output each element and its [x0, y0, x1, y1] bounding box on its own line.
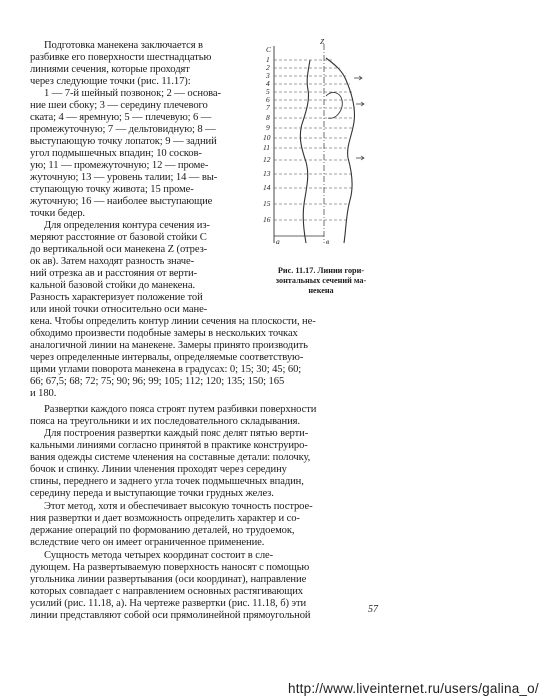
caption-line: некена [308, 286, 334, 295]
text-line: 66; 67,5; 68; 72; 75; 90; 96; 99; 105; 112; 120; 135; 150; 165 [30, 376, 285, 387]
text-line: линии представляют собой оси прямолинейной прямоугольной [30, 610, 311, 621]
text-line: середину переда и выступающие точки грудных желез. [30, 488, 274, 499]
text-line: до вертикальной оси манекена Z (отрез- [30, 244, 208, 255]
caption-line: зонтальных сечений ма- [275, 276, 367, 285]
text-line: через определенные интервалы, определяемые соответствую- [30, 352, 304, 363]
text-line: ступающую точку живота; 15 проме- [30, 184, 194, 195]
label-15: 15 [263, 199, 271, 208]
label-4: 4 [266, 79, 270, 88]
text-line: через следующие точки (рис. 11.17): [30, 76, 191, 87]
section-lines [274, 60, 355, 220]
figure-caption [266, 266, 376, 296]
text-line: ую; 11 — промежуточную; 12 — проме- [30, 160, 209, 171]
text-line: угол подмышечных впадин; 10 сосков- [30, 148, 202, 159]
text-line: держание операций по формованию деталей, но трудоемок, [30, 525, 295, 536]
text-line: дующем. На развертываемую поверхность наносят с помощью [30, 562, 310, 573]
text-line: Этот метод, хотя и обеспечивает высокую точность построе- [44, 501, 313, 512]
text-line: разбивке его поверхности шестнадцатью [30, 52, 212, 63]
text-line: Разность характеризует положение той [30, 292, 203, 303]
arrows [354, 76, 364, 160]
text-line: ок ав). Затем находят разность значе- [30, 256, 195, 267]
text-line: или иной точки относительно оси мане- [30, 304, 208, 315]
text-line: угольника линии развертывания (оси координат), направление [30, 574, 307, 585]
label-2: 2 [266, 63, 270, 72]
text-line: Сущность метода четырех координат состоит в сле- [44, 550, 274, 561]
label-c: C [266, 45, 272, 54]
label-13: 13 [263, 169, 271, 178]
text-line: жуточную; 13 — уровень талии; 14 — вы- [30, 172, 218, 183]
text-line: обходимо произвести подобные замеры в нескольких точках [30, 328, 298, 339]
label-8: 8 [266, 113, 270, 122]
label-10: 10 [263, 133, 271, 142]
text-line: ската; 4 — яремную; 5 — плечевую; 6 — [30, 112, 212, 123]
text-line: кальной базовой стойки до манекена. [30, 280, 196, 291]
label-16: 16 [263, 215, 271, 224]
text-line: Для построения развертки каждый пояс делят пятью верти- [44, 428, 309, 439]
label-7: 7 [266, 103, 270, 112]
text-line: точки бедер. [30, 208, 85, 219]
text-line: меряют расстояние от базовой стойки C [30, 232, 207, 243]
text-line: промежуточную; 7 — дельтовидную; 8 — [30, 124, 216, 135]
label-11: 11 [263, 143, 270, 152]
text-line: кена. Чтобы определить контур линии сечения на плоскости, не- [30, 316, 316, 327]
text-line: ния развертки и дает возможность определить характер и со- [30, 513, 300, 524]
label-3: 3 [266, 71, 270, 80]
text-line: ние шеи сбоку; 3 — середину плечевого [30, 100, 208, 111]
text-line: 1 — 7-й шейный позвонок; 2 — основа- [44, 88, 221, 99]
label-12: 12 [263, 155, 271, 164]
label-5: 5 [266, 87, 270, 96]
text-line: ний отрезка ав и расстояния от верти- [30, 268, 197, 279]
mannequin-figure [262, 38, 372, 263]
label-9: 9 [266, 123, 270, 132]
text-line: вследствие чего он имеет ограниченное применение. [30, 537, 265, 548]
text-line: Развертки каждого пояса строят путем разбивки поверхности [44, 404, 317, 415]
text-line: усилий (рис. 11.18, а). На чертеже развертки (рис. 11.18, б) эти [30, 598, 307, 609]
text-line: которых совпадает с направлением основных растягивающих [30, 586, 303, 597]
label-z: Z [320, 38, 325, 46]
text-line: кальными линиями согласно принятой в практике конструиро- [30, 440, 308, 451]
mannequin-back-contour [300, 60, 310, 243]
label-6: 6 [266, 95, 270, 104]
arm-contour [326, 93, 342, 119]
label-1: 1 [266, 55, 270, 64]
label-a: a [276, 237, 280, 246]
footer-url[interactable]: http://www.liveinternet.ru/users/galina_o/ [288, 681, 539, 696]
text-line: аналогичной линии на манекене. Замеры принято производить [30, 340, 308, 351]
text-line: вания одежды системе членения на составные детали: полочку, [30, 452, 311, 463]
label-v: в [326, 237, 330, 246]
page-number: 57 [368, 604, 378, 615]
text-line: Для определения контура сечения из- [44, 220, 210, 231]
mannequin-front-contour [326, 58, 355, 243]
caption-line: Рис. 11.17. Линии гори- [277, 266, 365, 275]
text-line: и 180. [30, 388, 57, 399]
text-line: Подготовка манекена заключается в [44, 40, 203, 51]
text-line: пояса на треугольники и их последовательного складывания. [30, 416, 300, 427]
text-line: жуточную; 16 — наиболее выступающие [30, 196, 213, 207]
text-line: щими углами поворота манекена в градусах: 0; 15; 30; 45; 60; [30, 364, 302, 375]
text-line: линиями сечения, которые проходят [30, 64, 190, 75]
text-line: спины, переднего и заднего угла точек подмышечных впадин, [30, 476, 304, 487]
text-line: выступающую точку лопаток; 9 — задний [30, 136, 217, 147]
label-14: 14 [263, 183, 271, 192]
text-line: бочок и спинку. Линии членения проходят через середину [30, 464, 287, 475]
